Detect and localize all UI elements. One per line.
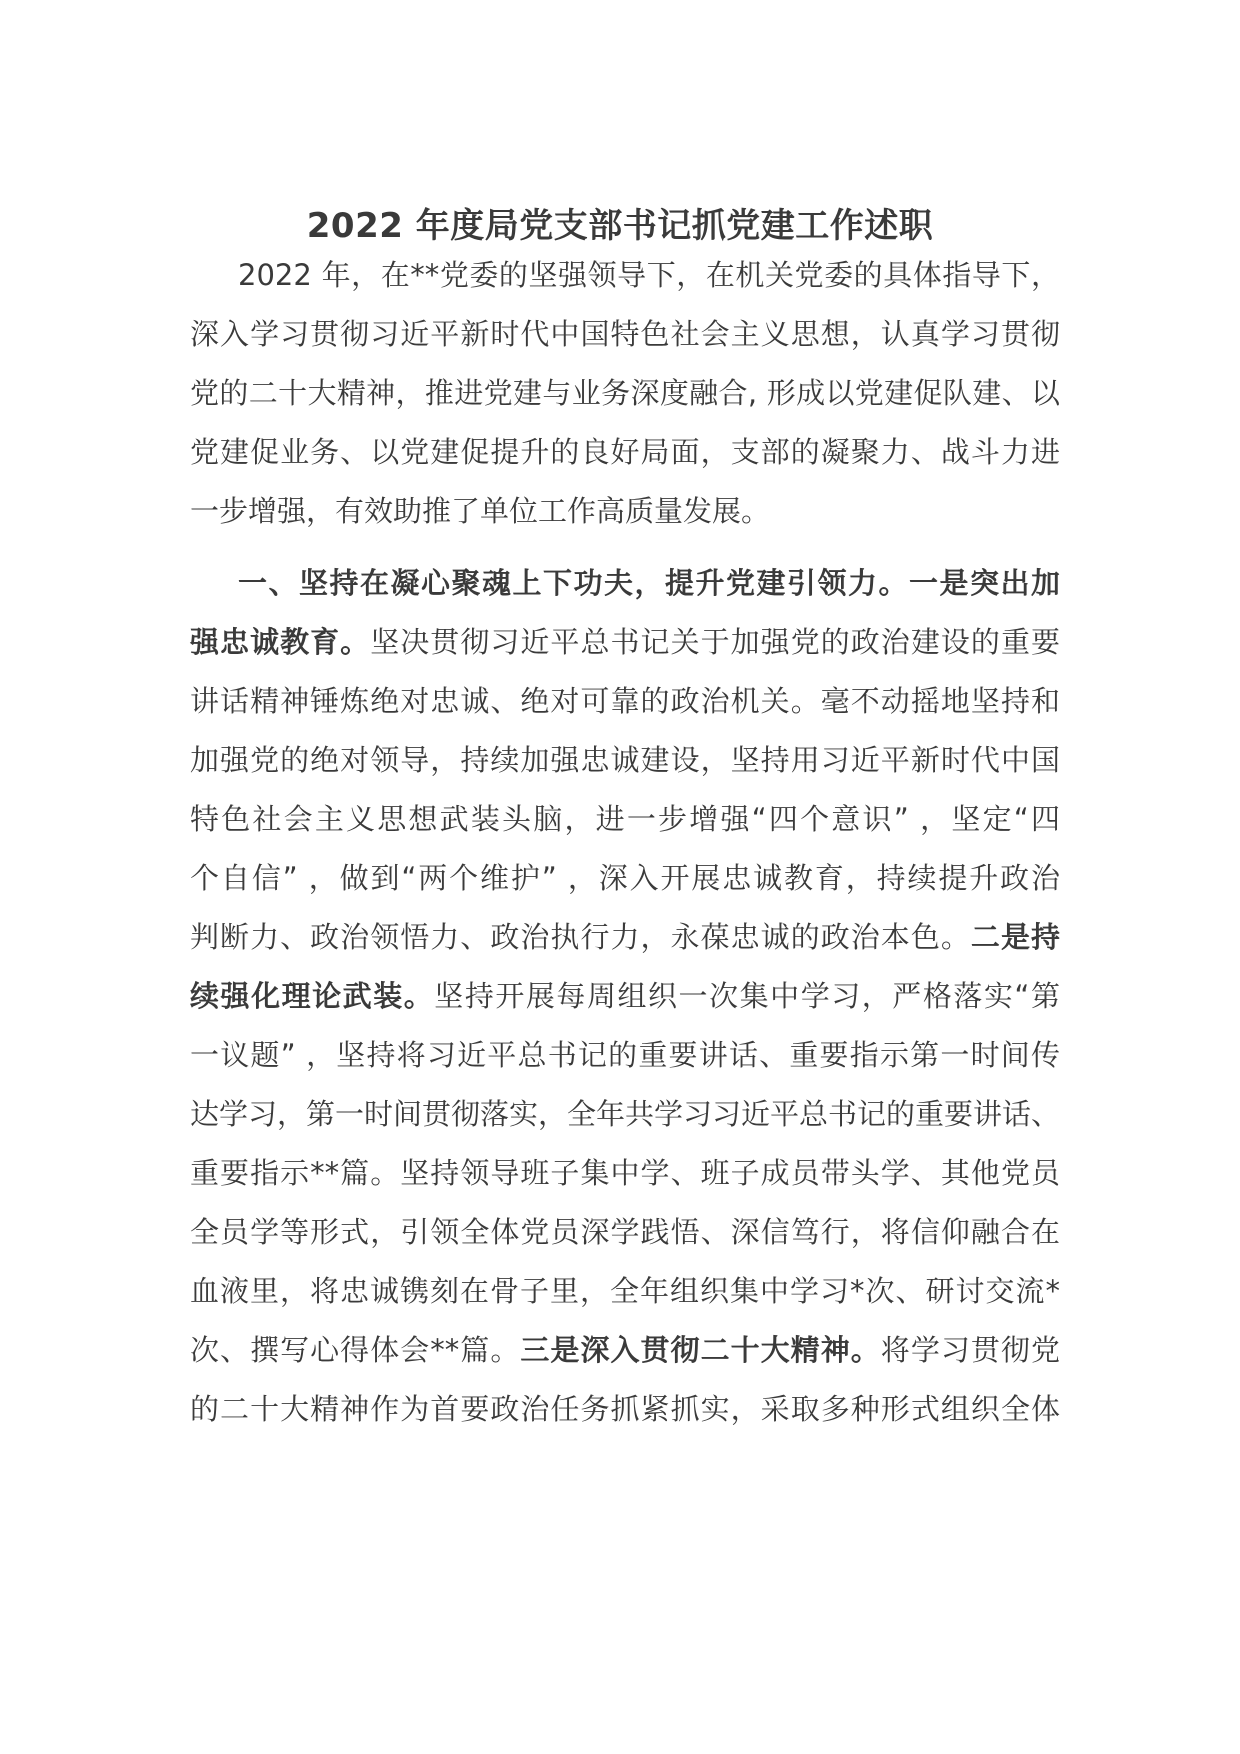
section1-line-12: 全员学等形式，引领全体党员深学践悟、深信笃行，将信仰融合在 bbox=[190, 1215, 1060, 1249]
section1-line-2 bbox=[190, 620, 1060, 664]
section1-line-7 bbox=[190, 915, 1060, 959]
section1-line-3: 讲话精神锤炼绝对忠诚、绝对可靠的政治机关。毫不动摇地坚持和 bbox=[190, 684, 1060, 718]
section1-line-5: 特色社会主义思想武装头脑，进一步增强“四个意识” ，坚定“四 bbox=[190, 802, 1060, 836]
section1-line-10: 达学习，第一时间贯彻落实，全年共学习习近平总书记的重要讲话、 bbox=[190, 1097, 1061, 1131]
intro-line-5: 一步增强，有效助推了单位工作高质量发展。 bbox=[190, 494, 771, 528]
intro-line-3: 党的二十大精神，推进党建与业务深度融合, 形成以党建促队建、以 bbox=[190, 376, 1060, 410]
intro-line-1: 2022 年，在**党委的坚强领导下，在机关党委的具体指导下， bbox=[238, 258, 1060, 292]
section1-line-14-tail: 将学习贯彻党 bbox=[880, 1333, 1060, 1367]
intro-line-2: 深入学习贯彻习近平新时代中国特色社会主义思想，认真学习贯彻 bbox=[190, 317, 1060, 351]
subheading-congress: 三是深入贯彻二十大精神。 bbox=[520, 1333, 881, 1367]
subheading-theory: 续强化理论武装。 bbox=[190, 979, 435, 1013]
subheading-theory-start: 二是持 bbox=[970, 920, 1060, 954]
section1-line-9: 一议题” ，坚持将习近平总书记的重要讲话、重要指示第一时间传 bbox=[190, 1038, 1060, 1072]
section1-line-11: 重要指示**篇。坚持领导班子集中学、班子成员带头学、其他党员 bbox=[190, 1156, 1060, 1190]
section1-line-2-text: 坚决贯彻习近平总书记关于加强党的政治建设的重要 bbox=[370, 625, 1060, 659]
section1-line-14-text: 次、撰写心得体会**篇。 bbox=[190, 1333, 521, 1367]
section1-line-7-text: 判断力、政治领悟力、政治执行力，永葆忠诚的政治本色。 bbox=[190, 920, 971, 954]
section1-line-15: 的二十大精神作为首要政治任务抓紧抓实，采取多种形式组织全体 bbox=[190, 1392, 1060, 1426]
section1-line-13: 血液里，将忠诚镌刻在骨子里，全年组织集中学习*次、研讨交流* bbox=[190, 1274, 1060, 1308]
subheading-loyalty: 强忠诚教育。 bbox=[190, 625, 371, 659]
section1-line-4: 加强党的绝对领导，持续加强忠诚建设，坚持用习近平新时代中国 bbox=[190, 743, 1060, 777]
section1-line-14 bbox=[190, 1328, 1060, 1372]
section1-line-6: 个自信” ，做到“两个维护” ，深入开展忠诚教育，持续提升政治 bbox=[190, 861, 1060, 895]
section1-heading: 一、坚持在凝心聚魂上下功夫，提升党建引领力。一是突出加 bbox=[238, 566, 1060, 600]
document-title: 2022 年度局党支部书记抓党建工作述职 bbox=[306, 206, 934, 246]
section1-line-8 bbox=[190, 974, 1060, 1018]
intro-line-4: 党建促业务、以党建促提升的良好局面，支部的凝聚力、战斗力进 bbox=[190, 435, 1060, 469]
section1-line-8-text: 坚持开展每周组织一次集中学习，严格落实“第 bbox=[434, 979, 1060, 1013]
